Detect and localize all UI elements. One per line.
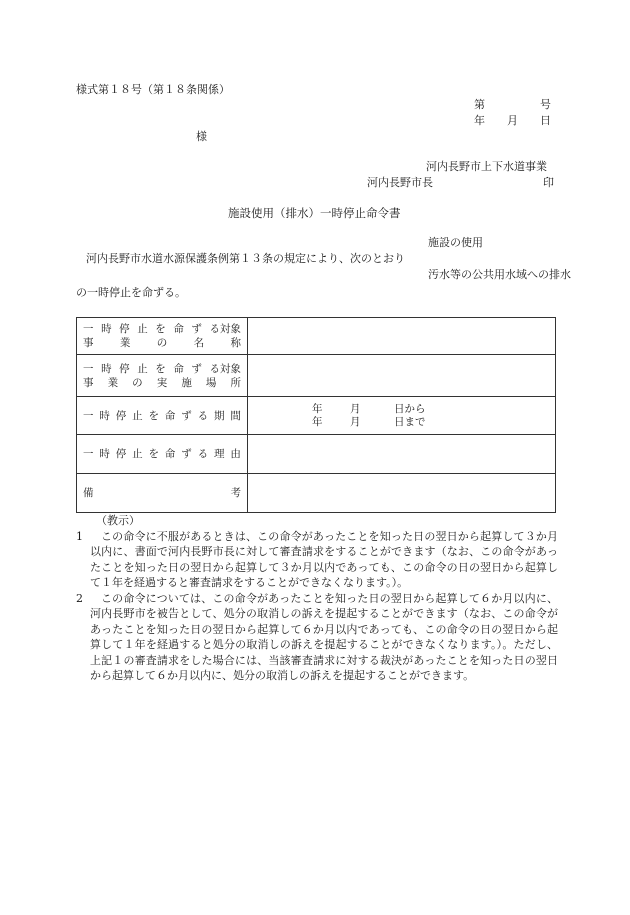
- addressee-suffix: 様: [196, 130, 207, 143]
- label-period: 一 時 停 止 を 命 ず る 期 間: [77, 397, 248, 435]
- document-number: 第 号: [474, 98, 551, 111]
- instruction-heading: （教示）: [96, 514, 140, 527]
- label-line-2: 事 業 の 実 施 場 所: [83, 376, 241, 389]
- issuer-organization: 河内長野市上下水道事業: [426, 160, 547, 173]
- label-reason: 一 時 停 止 を 命 ず る 理 由: [77, 435, 248, 474]
- issue-date: 年 月 日: [474, 114, 551, 127]
- body-alt-top: 施設の使用: [428, 236, 483, 249]
- value-business-location[interactable]: [248, 355, 556, 397]
- instruction-section: [76, 513, 558, 684]
- label-line-1: 一 時 停 止 を 命 ず る対象: [83, 362, 241, 375]
- table-row-reason: [77, 435, 556, 474]
- label-remarks: 備 考: [77, 474, 248, 513]
- instruction-item-2: 2 この命令については、この命令があったことを知った日の翌日から起算して６か月以内に、河内長野市を被告として、処分の取消しの訴えを提起することができます（なお、この命令があったことを知った日の翌日から起算して６か月以内であっても、この命令の日の翌日から起算して１年を経過すると処分の取消しの訴えを提起することができなくなります。）。ただし、上記１の審査請求をした場合には、当該審査請求に対する裁決があったことを知った日の翌日から起算して６か月以内に、処分の取消しの訴えを提起することができます。: [76, 591, 558, 682]
- body-main: 河内長野市水道水源保護条例第１３条の規定により、次のとおり: [86, 252, 405, 265]
- issuer-mayor: 河内長野市長: [367, 176, 433, 189]
- period-from: 年 月 日から: [312, 402, 426, 415]
- table-row-business-name: [77, 318, 556, 355]
- value-remarks[interactable]: [248, 474, 556, 513]
- label-line-2: 事 業 の 名 称: [83, 337, 241, 349]
- seal-mark: 印: [543, 176, 554, 189]
- table-row-remarks: [77, 474, 556, 513]
- label-line-1: 一 時 停 止 を 命 ず る対象: [83, 323, 241, 335]
- table-row-period: [77, 397, 556, 435]
- period-to: 年 月 日まで: [312, 415, 426, 428]
- body-continuation: の一時停止を命ずる。: [76, 286, 186, 299]
- label-business-location: [77, 355, 248, 397]
- form-number: 様式第１８号（第１８条関係）: [76, 83, 230, 96]
- value-period[interactable]: [248, 397, 556, 435]
- table-row-business-location: [77, 355, 556, 397]
- value-business-name[interactable]: [248, 318, 556, 355]
- label-business-name: [77, 318, 248, 355]
- instruction-item-1: 1 この命令に不服があるときは、この命令があったことを知った日の翌日から起算して３か月以内に、書面で河内長野市長に対して審査請求をすることができます（なお、この命令があったことを知った日の翌日から起算して３か月以内であっても、この命令の日の翌日から起算して１年を経過すると審査請求をすることができなくなります。）。: [76, 529, 558, 589]
- order-details-table: [76, 317, 556, 513]
- body-alt-bottom: 汚水等の公共用水域への排水: [428, 268, 571, 281]
- document-title: 施設使用（排水）一時停止命令書: [228, 206, 401, 220]
- value-reason[interactable]: [248, 435, 556, 474]
